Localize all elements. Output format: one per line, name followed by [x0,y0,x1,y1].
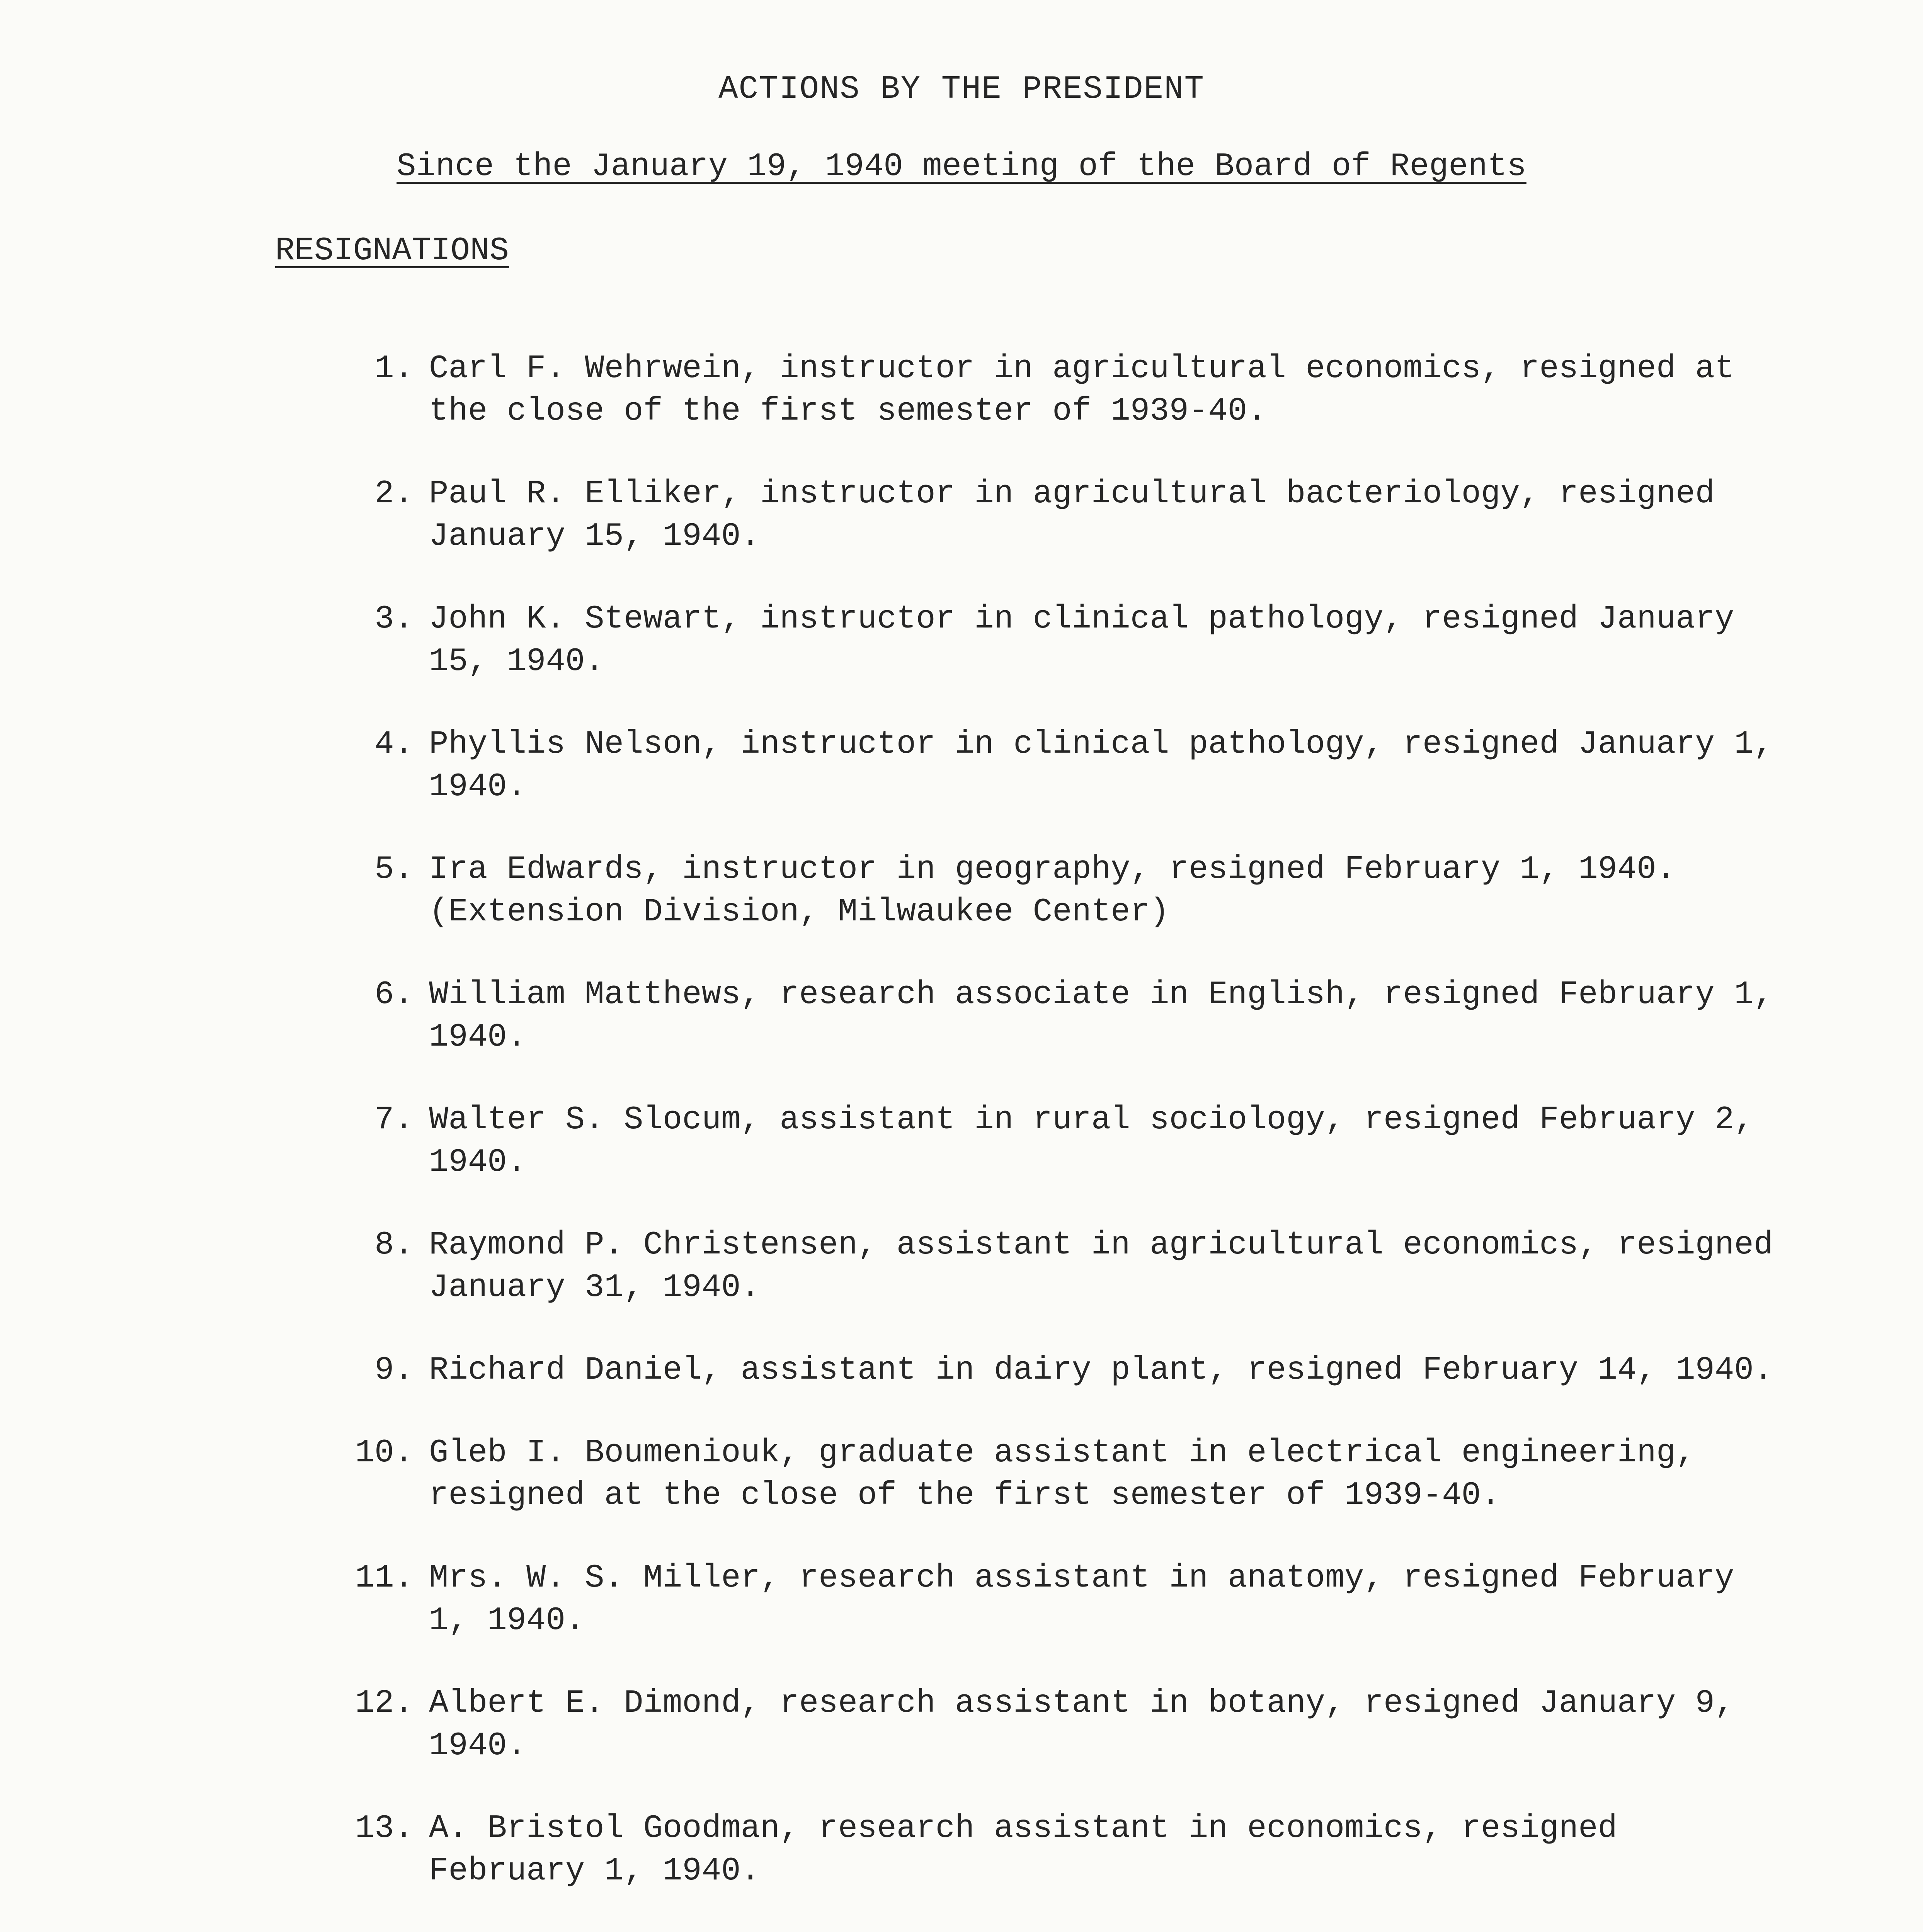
resignation-text: William Matthews, research associate in English, resigned February 1, 1940. [429,976,1793,1056]
resignation-text: Albert E. Dimond, research assistant in botany, resigned January 9, 1940. [429,1685,1754,1764]
resignation-number: 2. [374,476,414,512]
resignation-text: Gleb I. Boumeniouk, graduate assistant in electrical engineering, resigned at the close of the first semester of 1939-40. [429,1435,1715,1514]
resignation-text: Phyllis Nelson, instructor in clinical pathology, resigned January 1, 1940. [429,726,1793,805]
resignation-number: 6. [374,976,414,1013]
resignation-number: 1. [374,350,414,387]
resignation-item [352,348,1782,433]
resignation-number: 10. [355,1435,414,1471]
subtitle-text: Since the January 19, 1940 meeting of the Board of Regents [397,148,1526,185]
resignation-item [352,1432,1782,1517]
page-title: ACTIONS BY THE PRESIDENT [718,71,1205,108]
resignation-number: 8. [374,1227,414,1264]
resignation-number: 9. [374,1352,414,1389]
resignation-number: 3. [374,601,414,638]
resignation-text: Paul R. Elliker, instructor in agricultural bacteriology, resigned January 15, 1940. [429,476,1734,555]
resignation-item [352,1557,1782,1642]
resignations-list [352,348,1793,1932]
resignation-text: Richard Daniel, assistant in dairy plant, resigned February 14, 1940. [429,1352,1773,1389]
resignation-item [352,849,1782,934]
resignation-text: John K. Stewart, instructor in clinical pathology, resigned January 15, 1940. [429,601,1754,680]
section-heading: RESIGNATIONS [275,233,509,269]
resignation-item [352,1099,1782,1184]
resignation-item [352,598,1782,683]
resignation-text: Raymond P. Christensen, assistant in agricultural economics, resigned January 31, 1940. [429,1227,1793,1306]
resignation-text: A. Bristol Goodman, research assistant in economics, resigned February 1, 1940. [429,1810,1637,1889]
resignation-number: 4. [374,726,414,763]
resignation-number: 5. [374,851,414,888]
resignation-number: 11. [355,1560,414,1597]
resignation-item [352,1808,1782,1893]
resignation-item [352,974,1793,1059]
resignation-text: Walter S. Slocum, assistant in rural sociology, resigned February 2, 1940. [429,1102,1773,1181]
resignation-item [352,1682,1782,1767]
page-subtitle [0,148,1923,185]
resignation-number: 12. [355,1685,414,1722]
resignation-item [352,1349,1782,1392]
resignation-text: Ira Edwards, instructor in geography, resigned February 1, 1940. (Extension Division, Milwaukee Center) [429,851,1695,930]
resignation-number: 13. [355,1810,414,1847]
resignation-number: 7. [374,1102,414,1138]
resignation-item [352,473,1782,558]
resignation-text: Mrs. W. S. Miller, research assistant in anatomy, resigned February 1, 1940. [429,1560,1754,1639]
resignation-item [352,723,1793,808]
resignation-text: Carl F. Wehrwein, instructor in agricultural economics, resigned at the close of the first semester of 1939-40. [429,350,1754,430]
resignation-item [352,1224,1793,1309]
